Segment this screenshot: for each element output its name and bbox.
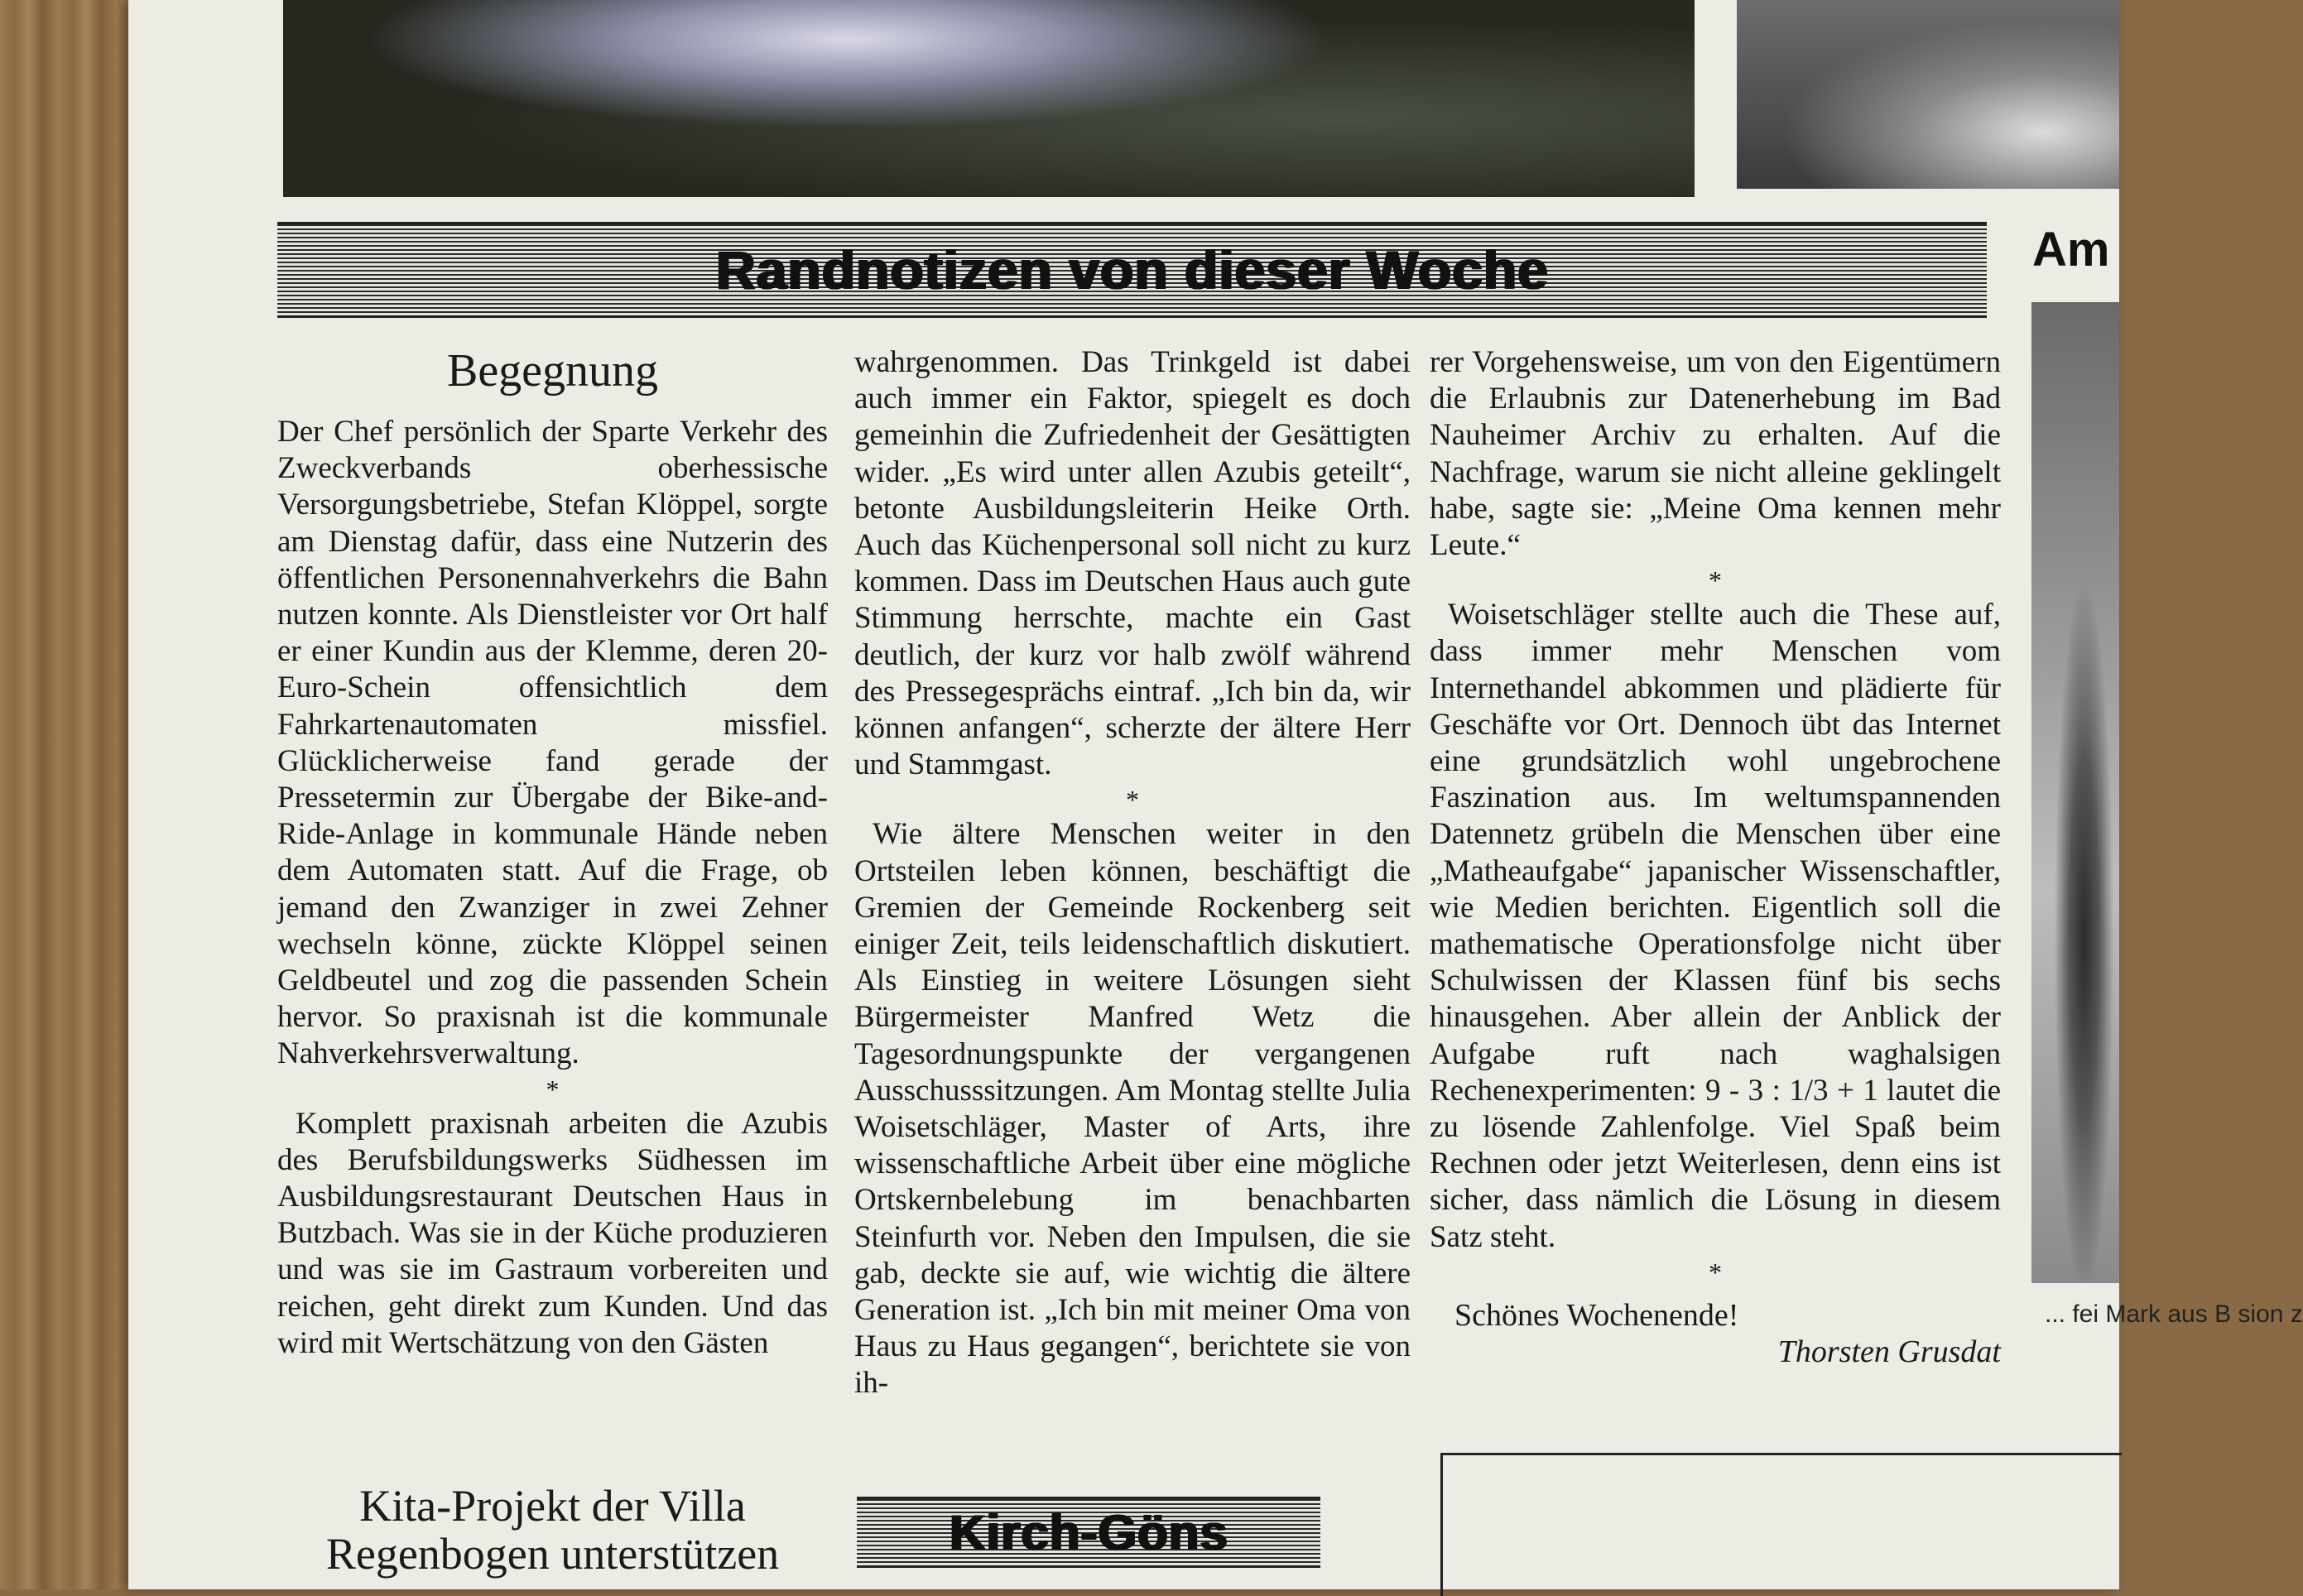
author-name: Thorsten Grusdat [1777,1334,2001,1370]
separator-star: * [1709,1257,1722,1287]
bottom-right-box [1440,1453,2122,1596]
column3-paragraph-1: rer Vorgehensweise, um von den Eigentümern die Erlaubnis zur Datenerhebung im Bad Nauheimer Archiv zu erhalten. Auf die Nachfrage, warum sie nicht alleine geklingelt habe, sagte sie: „Meine Oma kennen mehr Leute.“ [1430,345,2001,563]
side-header: Am [2032,223,2110,276]
greeting: Schönes Wochenende! [1454,1297,1739,1333]
banner-title: Randnotizen von dieser Woche [715,239,1549,300]
article-column-2 [854,344,1411,1402]
column1-heading: Begegnung [446,345,659,397]
column2-paragraph-2: Wie ältere Menschen weiter in den Ortsteilen leben können, beschäftigt die Gremien der Gemeinde Rockenberg seit einiger Zeit, teils leidenschaftlich diskutiert. Als Einstieg in weitere Lösungen sieht Bürgermeister Manfred Wetz die Tagesordnungspunkte der vergangenen Ausschusssitzungen. Am Montag stellte Julia Woisetschläger, Master of Arts, ihre wissenschaftliche Arbeit über eine mögliche Ortskernbelebung im benachbarten Steinfurth vor. Neben den Impulsen, die sie gab, deckte sie auf, wie wichtig die ältere Generation ist. „Ich bin mit meiner Oma von Haus zu Haus gegangen“, berichtete sie von ih- [854,817,1411,1401]
section-banner-title: Kirch-Göns [949,1504,1228,1560]
section-banner-kirch-goens [857,1497,1320,1568]
photo-caption: ... fei Mark aus B sion z [2045,1300,2303,1328]
column2-paragraph-1: wahrgenommen. Das Trinkgeld ist dabei auch immer ein Faktor, spiegelt es doch gemeinhin die Zufriedenheit der Gesättigten wider. „Es wird unter allen Azubis geteilt“, betonte Ausbildungsleiterin Heike Orth. Auch das Küchenpersonal soll nicht zu kurz kommen. Dass im Deutschen Haus auch gute Stimmung herrschte, machte ein Gast deutlich, der kurz vor halb zwölf während des Pressegesprächs eintraf. „Ich bin da, wir können anfangen“, scherzte der ältere Herr und Stammgast. [854,345,1411,782]
right-side-photo [2031,302,2119,1283]
separator-star: * [546,1074,560,1104]
column1-paragraph-1: Der Chef persönlich der Sparte Verkehr des Zweckverbands oberhessische Versorgungsbetriebe, Stefan Klöppel, sorgte am Dienstag dafür, dass eine Nutzerin des öffentlichen Personennahverkehrs die Bahn nutzen konnte. Als Dienstleister vor Ort half er einer Kundin aus der Klemme, deren 20-Euro-Schein offensichtlich dem Fahrkartenautomaten missfiel. Glücklicherweise fand gerade der Pressetermin zur Übergabe der Bike-and-Ride-Anlage in kommunale Hände neben dem Automaten statt. Auf die Frage, ob jemand den Zwanziger in zwei Zehner wechseln könne, zückte Klöppel seinen Geldbeutel und zog die passenden Schein hervor. So praxisnah ist die kommunale Nahverkehrsverwaltung. [277,415,828,1071]
column1-paragraph-2: Komplett praxisnah arbeiten die Azubis des Berufsbildungswerks Südhessen im Ausbildungsrestaurant Deutschen Haus in Butzbach. Was sie in der Küche produzieren und was sie im Gastraum vorbereiten und reichen, geht direkt zum Kunden. Und das wird mit Wertschätzung von den Gästen [277,1106,828,1360]
next-article-headline: Kita-Projekt der Villa Regenbogen unterstützen [325,1481,780,1579]
top-photo-flowers [283,0,1695,197]
top-right-photo [1737,0,2119,189]
wooden-table-background [0,0,145,1589]
separator-star: * [1709,565,1722,596]
section-banner-randnotizen [277,222,1987,318]
column1-heading-wrap [277,346,828,404]
column3-paragraph-2: Woisetschläger stellte auch die These auf, dass immer mehr Menschen vom Internethandel abkommen und plädierte für Geschäfte vor Ort. Dennoch übt das Internet eine grundsätzlich wohl ungebrochene Faszination aus. Im weltumspannenden Datennetz grübeln die Menschen über eine „Matheaufgabe“ japanischer Wissenschaftler, wie Medien berichten. Eigentlich soll die mathematische Operationsfolge nicht über Schulwissen der Klassen fünf bis sechs hinausgehen. Aber allein der Anblick der Aufgabe ruft nach waghalsigen Rechenexperimenten: 9 - 3 : 1/3 + 1 lautet die zu lösende Zahlenfolge. Viel Spaß beim Rechnen oder jetzt Weiterlesen, denn eins ist sicher, dass nämlich die Lösung in diesem Satz steht. [1430,598,2001,1254]
article-column-1 [277,414,828,1362]
article-column-3 [1430,344,2001,1370]
separator-star: * [1126,785,1139,815]
